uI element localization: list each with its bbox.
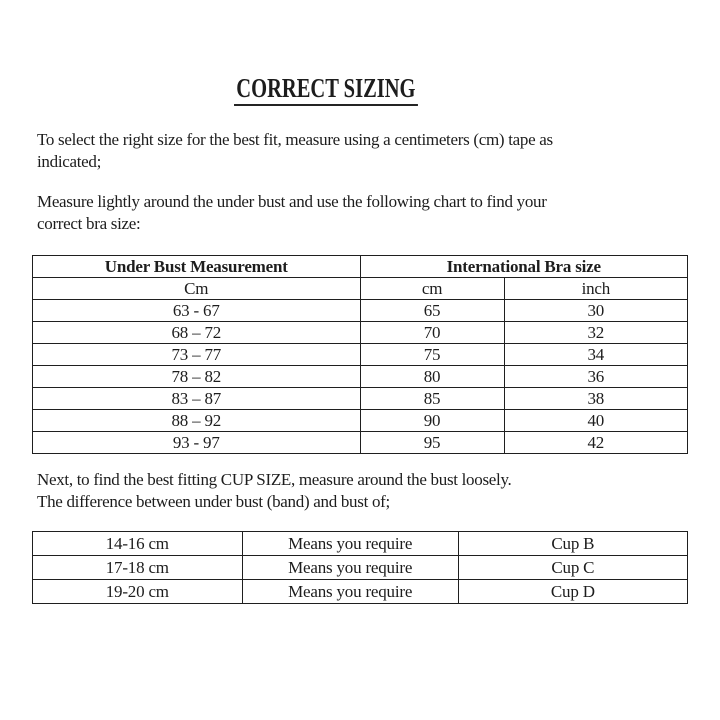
table-cell: Means you require xyxy=(242,556,458,580)
table-cell: 14-16 cm xyxy=(33,532,243,556)
cup-size-table xyxy=(32,531,688,604)
table-cell: 93 - 97 xyxy=(33,432,361,454)
table-cell: Cup D xyxy=(458,580,687,604)
table-row xyxy=(33,580,688,604)
table-cell: inch xyxy=(504,278,687,300)
table-header-cell: Under Bust Measurement xyxy=(33,256,361,278)
table-cell: 75 xyxy=(360,344,504,366)
table-subheader-row xyxy=(33,278,688,300)
table-cell: 30 xyxy=(504,300,687,322)
table-header-cell: International Bra size xyxy=(360,256,688,278)
table-cell: cm xyxy=(360,278,504,300)
table-cell: 36 xyxy=(504,366,687,388)
table-row xyxy=(33,388,688,410)
paragraph-line: Next, to find the best fitting CUP SIZE, measure around the bust loosely. xyxy=(37,470,512,489)
title-wrap xyxy=(32,74,688,108)
table-row xyxy=(33,410,688,432)
table-row xyxy=(33,300,688,322)
paragraph-line: To select the right size for the best fit, measure using a centimeters (cm) tape as xyxy=(37,130,553,149)
table-cell: 42 xyxy=(504,432,687,454)
table-cell: 80 xyxy=(360,366,504,388)
table-row xyxy=(33,532,688,556)
table-cell: 95 xyxy=(360,432,504,454)
table-cell: Means you require xyxy=(242,580,458,604)
paragraph-line: The difference between under bust (band) and bust of; xyxy=(37,492,390,511)
table-cell: 17-18 cm xyxy=(33,556,243,580)
table-cell: 68 – 72 xyxy=(33,322,361,344)
table-cell: Cup B xyxy=(458,532,687,556)
page-title: CORRECT SIZING xyxy=(234,74,418,106)
table-row xyxy=(33,432,688,454)
table-cell: 19-20 cm xyxy=(33,580,243,604)
table-cell: 34 xyxy=(504,344,687,366)
table-cell: 78 – 82 xyxy=(33,366,361,388)
table-cell: Means you require xyxy=(242,532,458,556)
table-row xyxy=(33,322,688,344)
table-row xyxy=(33,366,688,388)
paragraph-line: indicated; xyxy=(37,152,102,171)
table-cell: 65 xyxy=(360,300,504,322)
table-cell: Cm xyxy=(33,278,361,300)
table-cell: 73 – 77 xyxy=(33,344,361,366)
table-cell: 32 xyxy=(504,322,687,344)
table-cell: Cup C xyxy=(458,556,687,580)
table-header-row xyxy=(33,256,688,278)
table-cell: 63 - 67 xyxy=(33,300,361,322)
table-cell: 85 xyxy=(360,388,504,410)
table-row xyxy=(33,344,688,366)
table-row xyxy=(33,556,688,580)
table-cell: 70 xyxy=(360,322,504,344)
table-cell: 90 xyxy=(360,410,504,432)
intro-paragraph xyxy=(32,129,688,173)
under-bust-size-table xyxy=(32,255,688,454)
paragraph-line: correct bra size: xyxy=(37,214,141,233)
table-cell: 88 – 92 xyxy=(33,410,361,432)
under-bust-paragraph xyxy=(32,191,688,235)
cup-size-paragraph xyxy=(32,469,688,513)
table-cell: 40 xyxy=(504,410,687,432)
table-cell: 83 – 87 xyxy=(33,388,361,410)
paragraph-line: Measure lightly around the under bust and use the following chart to find your xyxy=(37,192,547,211)
table-cell: 38 xyxy=(504,388,687,410)
